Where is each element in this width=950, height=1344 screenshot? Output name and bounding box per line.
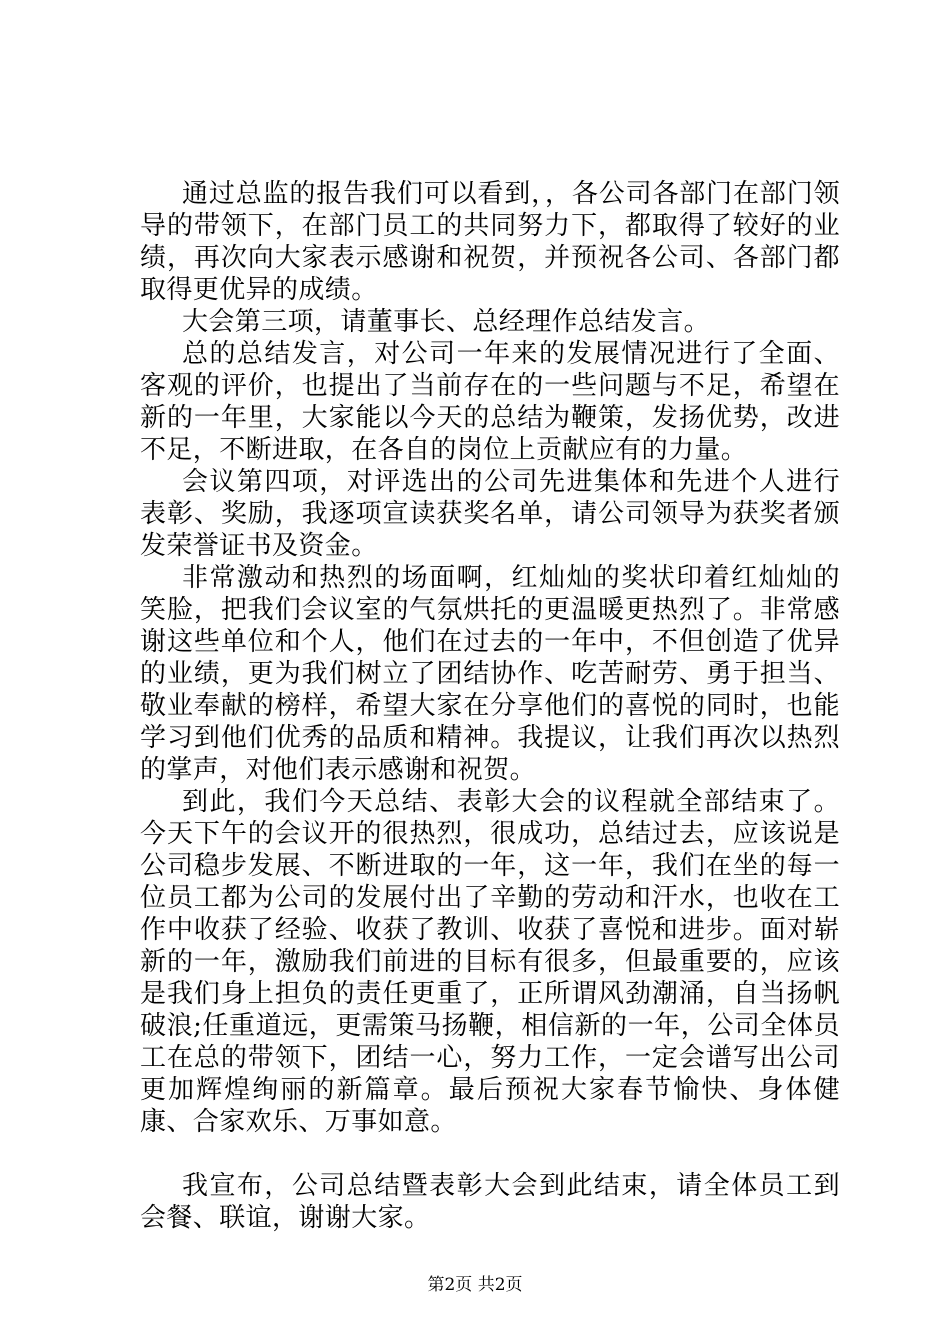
paragraph-4: 会议第四项，对评选出的公司先进集体和先进个人进行表彰、奖励，我逐项宣读获奖名单，请公司领导为获奖者颁发荣誉证书及资金。 (140, 467, 840, 561)
paragraph-5: 非常激动和热烈的场面啊，红灿灿的奖状印着红灿灿的笑脸，把我们会议室的气氛烘托的更温暖更热烈了。非常感谢这些单位和个人，他们在过去的一年中，不但创造了优异的业绩，更为我们树立了团结协作、吃苦耐劳、勇于担当、敬业奉献的榜样，希望大家在分享他们的喜悦的同时，也能学习到他们优秀的品质和精神。我提议，让我们再次以热烈的掌声，对他们表示感谢和祝贺。 (140, 563, 840, 785)
paragraph-2: 大会第三项，请董事长、总经理作总结发言。 (182, 307, 711, 337)
paragraph-7: 我宣布，公司总结暨表彰大会到此结束，请全体员工到会餐、联谊，谢谢大家。 (140, 1171, 840, 1233)
paragraph-3: 总的总结发言，对公司一年来的发展情况进行了全面、客观的评价，也提出了当前存在的一些问题与不足，希望在新的一年里，大家能以今天的总结为鞭策，发扬优势，改进不足，不断进取，在各自的岗位上贡献应有的力量。 (140, 339, 840, 465)
document-body (140, 178, 840, 1234)
paragraph-1: 通过总监的报告我们可以看到，，各公司各部门在部门领导的带领下，在部门员工的共同努力下，都取得了较好的业绩，再次向大家表示感谢和祝贺，并预祝各公司、各部门都取得更优异的成绩。 (140, 179, 840, 305)
paragraph-6: 到此，我们今天总结、表彰大会的议程就全部结束了。今天下午的会议开的很热烈，很成功，总结过去，应该说是公司稳步发展、不断进取的一年，这一年，我们在坐的每一位员工都为公司的发展付出了辛勤的劳动和汗水，也收在工作中收获了经验、收获了教训、收获了喜悦和进步。面对崭新的一年，激励我们前进的目标有很多，但最重要的，应该是我们身上担负的责任更重了，正所谓风劲潮涌，自当扬帆破浪;任重道远，更需策马扬鞭，相信新的一年，公司全体员工在总的带领下，团结一心，努力工作，一定会谱写出公司更加辉煌绚丽的新篇章。最后预祝大家春节愉快、身体健康、合家欢乐、万事如意。 (140, 787, 840, 1137)
page-number-footer: 第2页 共2页 (427, 1275, 523, 1295)
